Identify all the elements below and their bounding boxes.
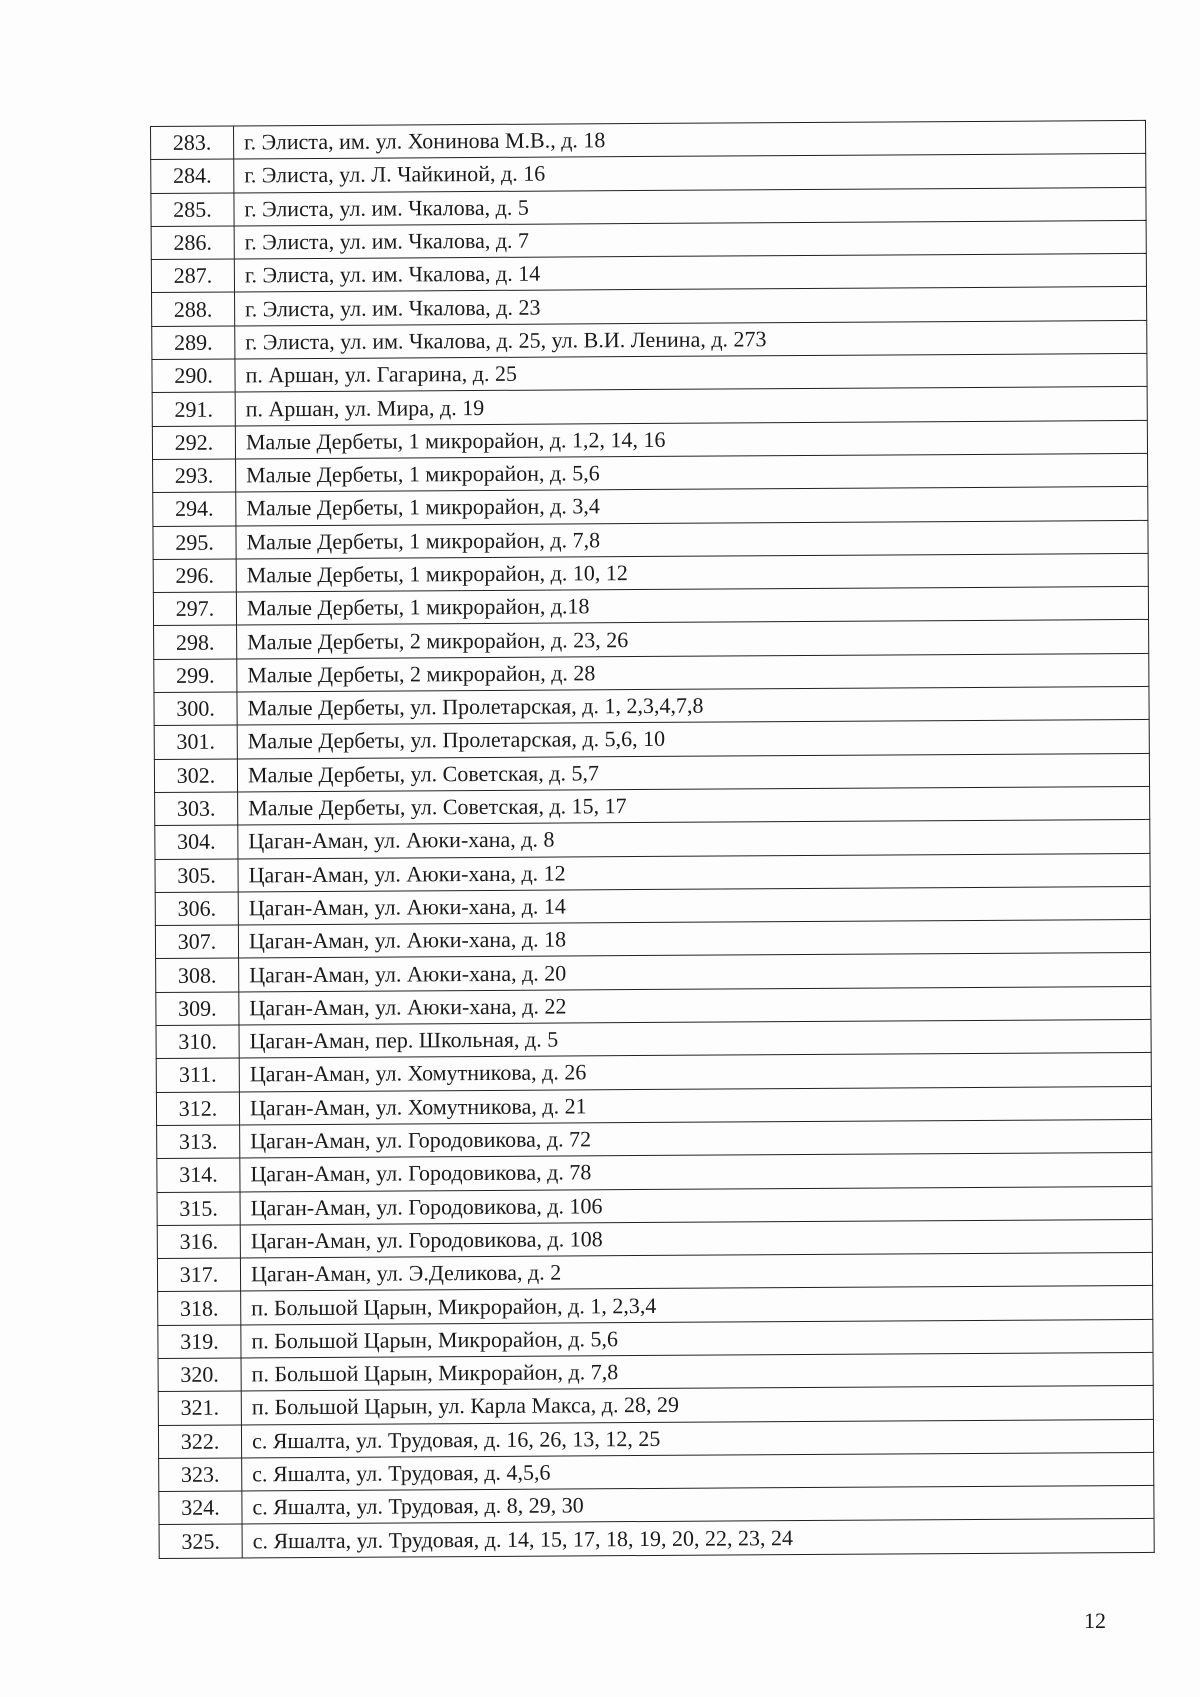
address-cell: г. Элиста, ул. Л. Чайкиной, д. 16 [234,154,1146,193]
address-cell: г. Элиста, ул. им. Чкалова, д. 14 [234,254,1146,293]
row-number-cell: 286. [151,226,234,260]
address-cell: Малые Дербеты, 1 микрорайон, д. 5,6 [236,453,1148,492]
address-table-container [150,120,1155,1559]
row-number-cell: 305. [155,859,238,893]
address-cell: Цаган-Аман, ул. Аюки-хана, д. 14 [238,886,1150,925]
row-number-cell: 296. [153,559,236,593]
row-number-cell: 321. [158,1391,241,1425]
address-cell: Малые Дербеты, 1 микрорайон, д. 1,2, 14, 16 [235,420,1147,459]
row-number-cell: 323. [159,1458,242,1492]
address-cell: Малые Дербеты, ул. Советская, д. 5,7 [237,753,1149,792]
address-cell: Цаган-Аман, ул. Городовикова, д. 108 [240,1219,1152,1258]
row-number-cell: 311. [156,1058,239,1092]
row-number-cell: 310. [156,1025,239,1059]
row-number-cell: 287. [151,259,234,293]
row-number-cell: 285. [151,193,234,227]
row-number-cell: 297. [153,592,236,626]
address-cell: Цаган-Аман, пер. Школьная, д. 5 [239,1019,1151,1058]
address-cell: Цаган-Аман, ул. Э.Деликова, д. 2 [240,1252,1152,1291]
row-number-cell: 313. [157,1125,240,1159]
address-cell: с. Яшалта, ул. Трудовая, д. 16, 26, 13, 12, 25 [241,1419,1153,1458]
address-cell: Цаган-Аман, ул. Аюки-хана, д. 18 [238,920,1150,959]
table-row [159,1519,1154,1558]
row-number-cell: 304. [155,825,238,859]
row-number-cell: 292. [152,426,235,460]
address-cell: Малые Дербеты, ул. Советская, д. 15, 17 [238,786,1150,825]
address-cell: п. Большой Царын, Микрорайон, д. 7,8 [241,1352,1153,1391]
row-number-cell: 293. [153,459,236,493]
row-number-cell: 309. [156,992,239,1026]
page-number: 12 [1084,1608,1106,1633]
row-number-cell: 315. [157,1191,240,1225]
address-cell: п. Аршан, ул. Мира, д. 19 [235,387,1147,426]
row-number-cell: 303. [155,792,238,826]
address-cell: Цаган-Аман, ул. Хомутникова, д. 26 [239,1053,1151,1092]
address-cell: с. Яшалта, ул. Трудовая, д. 14, 15, 17, 18, 19, 20, 22, 23, 24 [242,1519,1154,1558]
address-cell: с. Яшалта, ул. Трудовая, д. 8, 29, 30 [242,1486,1154,1525]
address-cell: г. Элиста, им. ул. Хонинова М.В., д. 18 [234,120,1146,159]
row-number-cell: 290. [152,359,235,393]
address-cell: г. Элиста, ул. им. Чкалова, д. 25, ул. В.И. Ленина, д. 273 [235,320,1147,359]
address-cell: с. Яшалта, ул. Трудовая, д. 4,5,6 [242,1452,1154,1491]
address-cell: п. Большой Царын, ул. Карла Макса, д. 28, 29 [241,1386,1153,1425]
address-cell: Малые Дербеты, 2 микрорайон, д. 28 [237,653,1149,692]
row-number-cell: 288. [152,292,235,326]
address-cell: Малые Дербеты, 1 микрорайон, д. 3,4 [236,487,1148,526]
address-cell: Малые Дербеты, 2 микрорайон, д. 23, 26 [237,620,1149,659]
row-number-cell: 283. [151,126,234,160]
address-cell: Цаган-Аман, ул. Городовикова, д. 78 [240,1153,1152,1192]
row-number-cell: 317. [157,1258,240,1292]
row-number-cell: 289. [152,326,235,360]
row-number-cell: 316. [157,1225,240,1259]
address-cell: п. Большой Царын, Микрорайон, д. 1, 2,3,4 [241,1286,1153,1325]
row-number-cell: 314. [157,1158,240,1192]
row-number-cell: 291. [152,392,235,426]
address-cell: Малые Дербеты, ул. Пролетарская, д. 5,6, 10 [237,720,1149,759]
row-number-cell: 322. [158,1425,241,1459]
address-cell: г. Элиста, ул. им. Чкалова, д. 5 [234,187,1146,226]
row-number-cell: 295. [153,526,236,560]
row-number-cell: 299. [154,659,237,693]
address-cell: Малые Дербеты, 1 микрорайон, д. 7,8 [236,520,1148,559]
address-cell: Цаган-Аман, ул. Аюки-хана, д. 20 [239,953,1151,992]
address-cell: Цаган-Аман, ул. Хомутникова, д. 21 [239,1086,1151,1125]
row-number-cell: 324. [159,1491,242,1525]
row-number-cell: 300. [154,692,237,726]
row-number-cell: 312. [156,1092,239,1126]
address-cell: Цаган-Аман, ул. Аюки-хана, д. 22 [239,986,1151,1025]
row-number-cell: 302. [154,759,237,793]
row-number-cell: 284. [151,159,234,193]
row-number-cell: 307. [155,925,238,959]
row-number-cell: 294. [153,492,236,526]
address-cell: г. Элиста, ул. им. Чкалова, д. 23 [235,287,1147,326]
address-cell: Цаган-Аман, ул. Аюки-хана, д. 12 [238,853,1150,892]
address-cell: г. Элиста, ул. им. Чкалова, д. 7 [234,220,1146,259]
address-table [150,120,1155,1559]
row-number-cell: 325. [159,1524,242,1558]
row-number-cell: 298. [154,625,237,659]
address-cell: Малые Дербеты, 1 микрорайон, д.18 [236,587,1148,626]
address-cell: п. Большой Царын, Микрорайон, д. 5,6 [241,1319,1153,1358]
address-cell: Малые Дербеты, ул. Пролетарская, д. 1, 2,3,4,7,8 [237,686,1149,725]
address-cell: п. Аршан, ул. Гагарина, д. 25 [235,353,1147,392]
address-cell: Цаган-Аман, ул. Городовикова, д. 72 [240,1119,1152,1158]
address-cell: Цаган-Аман, ул. Аюки-хана, д. 8 [238,820,1150,859]
address-table-body [151,120,1155,1558]
row-number-cell: 301. [154,725,237,759]
row-number-cell: 320. [158,1358,241,1392]
row-number-cell: 319. [158,1325,241,1359]
row-number-cell: 306. [155,892,238,926]
row-number-cell: 308. [156,958,239,992]
address-cell: Малые Дербеты, 1 микрорайон, д. 10, 12 [236,553,1148,592]
address-cell: Цаган-Аман, ул. Городовикова, д. 106 [240,1186,1152,1225]
row-number-cell: 318. [158,1291,241,1325]
